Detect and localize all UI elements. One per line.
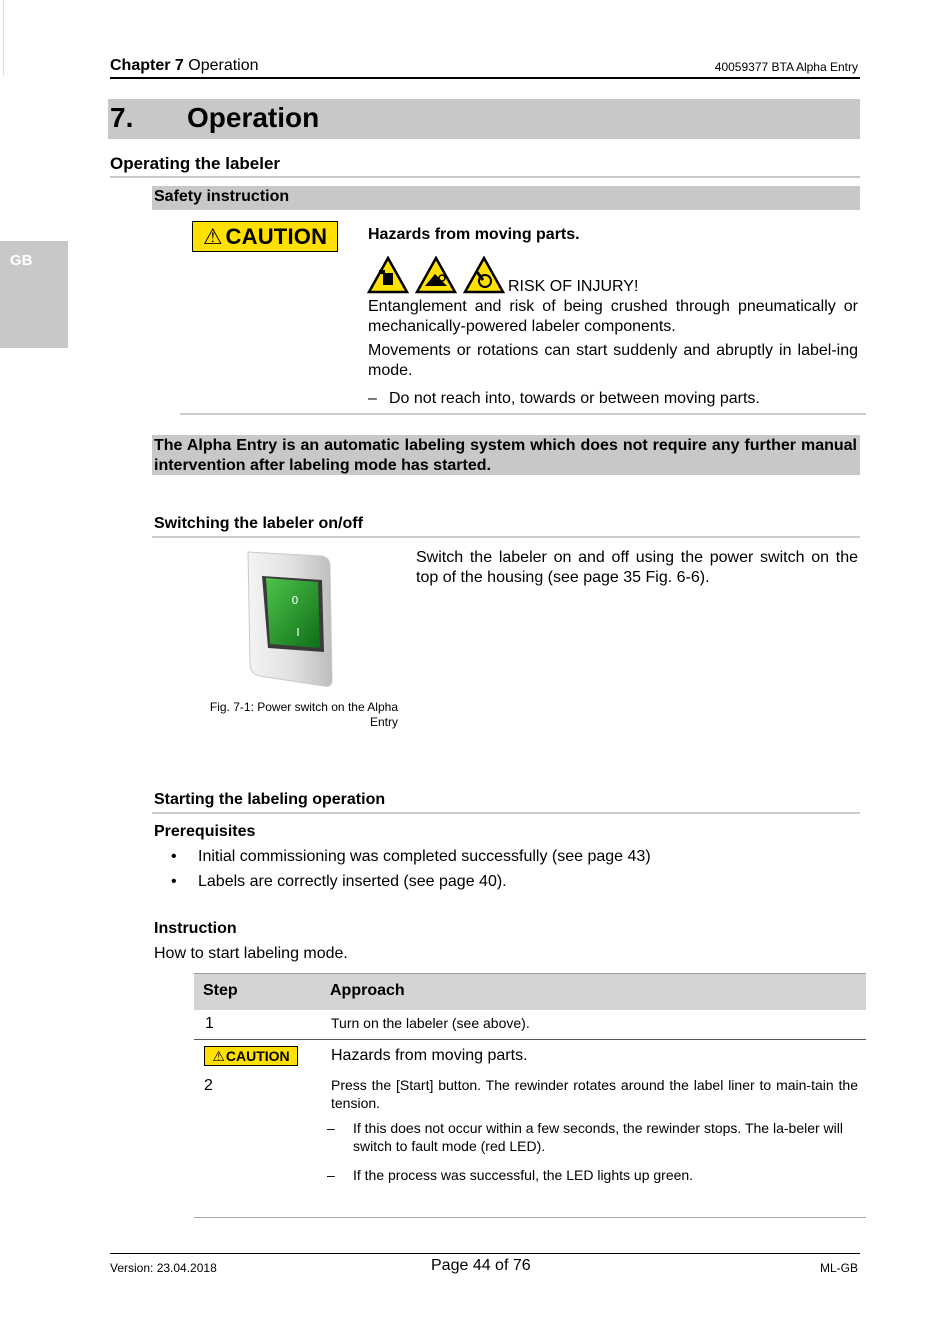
switching-title: Switching the labeler on/off xyxy=(154,515,363,532)
column-header-step: Step xyxy=(203,982,238,999)
warning-triangle-icon: ⚠ xyxy=(202,223,223,249)
caution-label: ⚠ CAUTION xyxy=(192,221,338,252)
section-rule xyxy=(110,176,860,178)
figure-caption: Fig. 7-1: Power switch on the Alpha Entry xyxy=(209,700,398,729)
risk-text: RISK OF INJURY! xyxy=(508,278,639,295)
hazard-icons xyxy=(367,256,505,294)
switching-rule xyxy=(152,536,860,538)
prerequisites-title: Prerequisites xyxy=(154,823,256,840)
chapter-title: Operation xyxy=(187,102,320,133)
table-end-rule xyxy=(194,1217,866,1218)
table-row-rule xyxy=(194,1039,866,1040)
header-chapter: Chapter 7 Operation xyxy=(110,57,259,74)
footer-version: Version: 23.04.2018 xyxy=(110,1261,217,1275)
page-edge-line xyxy=(0,0,4,76)
section-title: Operating the labeler xyxy=(110,154,281,173)
starting-rule xyxy=(152,812,860,814)
hazard-movement-note: Movements or rotations can start suddenly and abruptly in label-ing mode. xyxy=(368,342,858,379)
footer-rule xyxy=(110,1253,860,1254)
step-sub-item: – If this does not occur within a few seconds, the rewinder stops. The la-beler will switch to fault mode (red LED). xyxy=(327,1120,843,1154)
automatic-labeling-note: The Alpha Entry is an automatic labeling system which does not require any further manual intervention after labeling mode has started. xyxy=(152,435,860,475)
switch-off-symbol: 0 xyxy=(291,594,299,607)
hazard-description: Entanglement and risk of being crushed through pneumatically or mechanically-powered labeler components. xyxy=(368,298,858,335)
instruction-title: Instruction xyxy=(154,920,237,937)
column-header-approach: Approach xyxy=(330,982,405,999)
footer-language: ML-GB xyxy=(819,1261,858,1275)
entanglement-hazard-icon xyxy=(463,256,505,294)
warning-triangle-icon: ⚠ xyxy=(212,1048,225,1064)
step-number: 1 xyxy=(205,1015,214,1032)
header-rule xyxy=(110,77,860,79)
pinch-hazard-icon xyxy=(367,256,409,294)
language-tab: GB xyxy=(0,241,68,348)
switch-on-symbol: I xyxy=(296,626,300,639)
switching-text: Switch the labeler on and off using the power switch on the top of the housing (see page 35 Fig. 6-6). xyxy=(416,549,858,586)
power-switch-image xyxy=(238,548,348,695)
starting-title: Starting the labeling operation xyxy=(154,791,386,808)
safety-instruction-item: – Do not reach into, towards or between moving parts. xyxy=(368,390,760,407)
chapter-number: 7. xyxy=(110,102,134,133)
step-number: 2 xyxy=(204,1077,213,1094)
hazard-title: Hazards from moving parts. xyxy=(368,226,580,243)
step-sub-item: – If the process was successful, the LED lights up green. xyxy=(327,1167,694,1183)
safety-block-rule xyxy=(180,413,866,415)
steps-table-header xyxy=(194,973,866,1010)
instruction-text: How to start labeling mode. xyxy=(154,945,348,962)
prerequisite-item: • Initial commissioning was completed successfully (see page 43) xyxy=(171,848,651,865)
crush-hazard-icon xyxy=(415,256,457,294)
step-text: Turn on the labeler (see above). xyxy=(331,1015,530,1031)
footer-page-number: Page 44 of 76 xyxy=(431,1257,531,1274)
step-text: Press the [Start] button. The rewinder rotates around the label liner to main-tain the tension. xyxy=(331,1077,858,1111)
header-doc-ref: 40059377 BTA Alpha Entry xyxy=(714,60,858,74)
step-hazard: Hazards from moving parts. xyxy=(331,1047,528,1064)
prerequisite-item: • Labels are correctly inserted (see page 40). xyxy=(171,873,507,890)
caution-label-small: ⚠ CAUTION xyxy=(204,1046,298,1066)
safety-instruction-bar: Safety instruction xyxy=(152,186,860,210)
